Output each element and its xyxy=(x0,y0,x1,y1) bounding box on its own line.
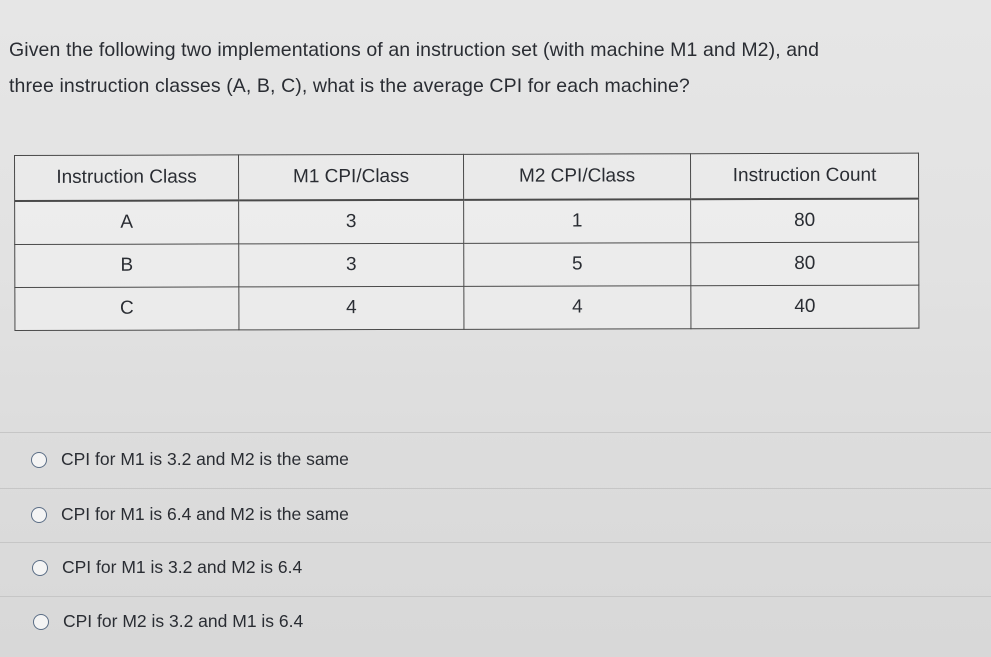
table-row xyxy=(15,285,919,330)
option-divider xyxy=(0,542,991,543)
cell-class: C xyxy=(15,287,239,331)
radio-button-icon[interactable] xyxy=(31,507,47,523)
answer-option-4[interactable] xyxy=(33,611,303,632)
answer-option-3[interactable] xyxy=(32,557,302,578)
cell-count: 80 xyxy=(691,242,919,286)
instruction-table-container xyxy=(14,153,918,326)
instruction-table xyxy=(14,153,919,331)
answer-option-2[interactable] xyxy=(31,504,349,525)
table-row xyxy=(15,199,919,245)
answer-option-label: CPI for M1 is 3.2 and M2 is 6.4 xyxy=(62,557,303,577)
table-row xyxy=(15,242,919,287)
options-top-divider xyxy=(0,432,991,433)
answer-option-label: CPI for M2 is 3.2 and M1 is 6.4 xyxy=(63,611,304,631)
cell-count: 80 xyxy=(691,199,919,243)
cell-m2-cpi: 4 xyxy=(464,286,691,330)
cell-count: 40 xyxy=(691,285,919,329)
option-divider xyxy=(0,596,991,597)
answer-option-label: CPI for M1 is 6.4 and M2 is the same xyxy=(61,504,349,524)
header-instruction-count: Instruction Count xyxy=(690,153,918,199)
option-divider xyxy=(0,488,991,489)
cell-m2-cpi: 5 xyxy=(464,243,691,287)
question-text xyxy=(9,32,979,104)
cell-m2-cpi: 1 xyxy=(464,199,691,243)
cell-class: B xyxy=(15,244,239,288)
header-m2-cpi: M2 CPI/Class xyxy=(463,154,690,200)
answer-option-1[interactable] xyxy=(31,449,349,470)
radio-button-icon[interactable] xyxy=(32,560,48,576)
header-m1-cpi: M1 CPI/Class xyxy=(239,154,464,200)
header-instruction-class: Instruction Class xyxy=(15,155,239,201)
radio-button-icon[interactable] xyxy=(31,452,47,468)
cell-m1-cpi: 3 xyxy=(239,243,464,287)
question-line-2: three instruction classes (A, B, C), what is the average CPI for each machine? xyxy=(9,75,690,97)
answer-option-label: CPI for M1 is 3.2 and M2 is the same xyxy=(61,449,349,469)
cell-m1-cpi: 3 xyxy=(239,200,464,244)
cell-class: A xyxy=(15,200,239,244)
question-line-1: Given the following two implementations of an instruction set (with machine M1 and M2), and xyxy=(9,39,820,61)
radio-button-icon[interactable] xyxy=(33,614,49,630)
cell-m1-cpi: 4 xyxy=(239,286,464,330)
table-header-row xyxy=(15,153,919,201)
